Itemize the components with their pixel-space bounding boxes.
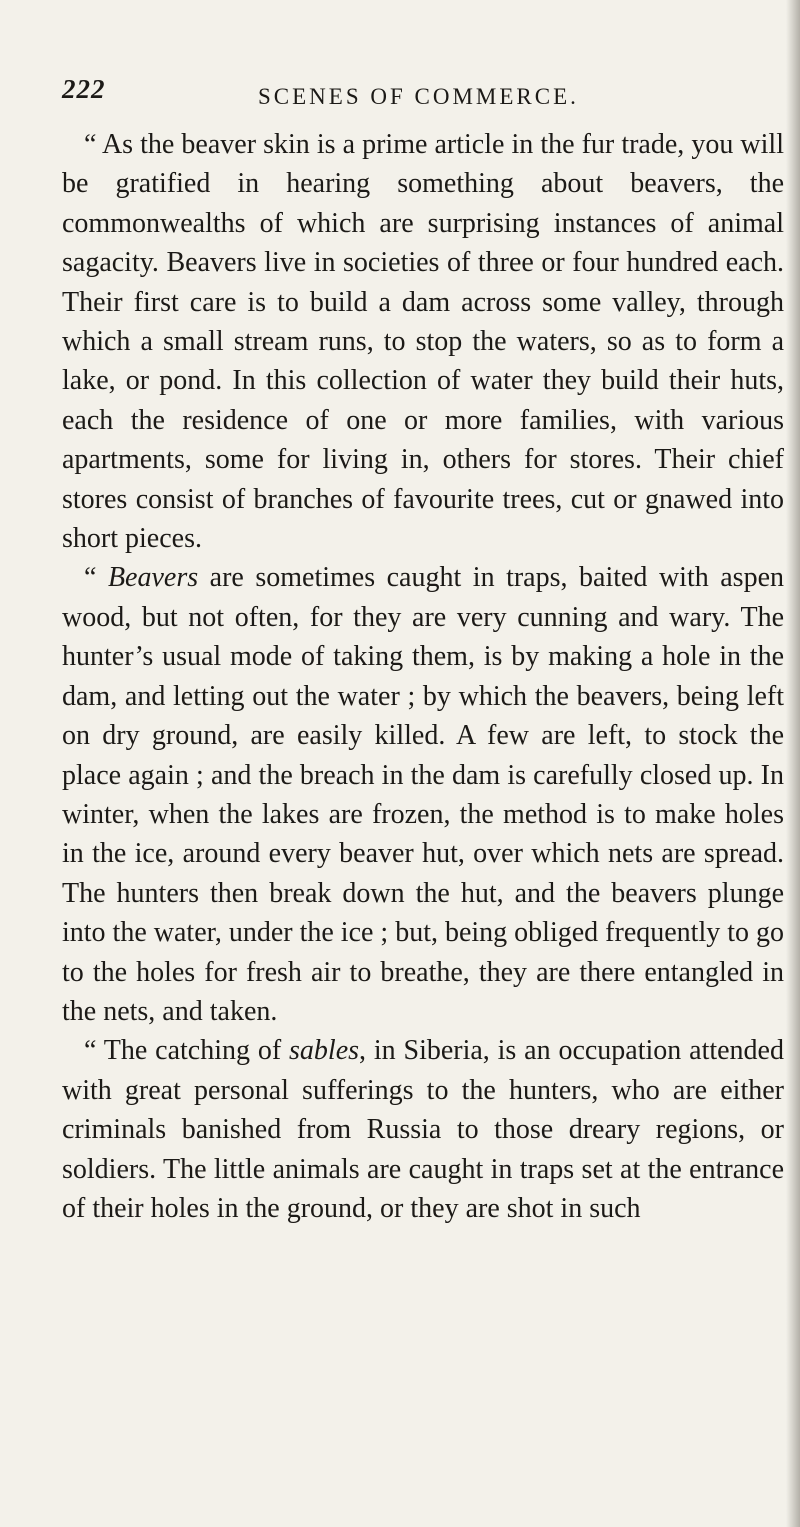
paragraph-beaver-skin: [62, 125, 784, 558]
page-number: 222: [62, 74, 106, 104]
page-header: [62, 70, 760, 116]
italic-term-beavers: Beavers: [107, 562, 199, 594]
text-segment: “ As the beaver skin is a prime article in the fur trade, you will be gratified in hearing something about beavers, the commonwealths of which are surprising instances of animal sagacity. Beavers live in societies of three or four hundred each. Their first care is to build a dam across some valley, through which a small stream runs, to stop the waters, so as to form a lake, or pond. In this collection of water they build their huts, each the residence of one or more families, with various apartments, some for living in, others for stores. Their chief stores consist of branches of favourite trees, cut or gnawed into short pieces.: [62, 129, 784, 555]
paragraph-beaver-trapping: [62, 558, 784, 1031]
paragraph-sables: [62, 1031, 784, 1228]
text-segment: , in Siberia, is an occupation attended with great personal sufferings to the hunters, who are either criminals banished from Russia to those dreary regions, or soldiers. The little animals are caught in traps set at the entrance of their holes in the ground, or they are shot in such: [62, 1035, 784, 1224]
italic-term-sables: sables: [289, 1035, 360, 1067]
text-segment: “: [84, 562, 108, 594]
body-text: [62, 125, 784, 1228]
text-segment: are sometimes caught in traps, baited with aspen wood, but not often, for they are very cunning and wary. The hunter’s usual mode of taking them, is by making a hole in the dam, and letting out the water ; by which the beavers, being left on dry ground, are easily killed. A few are left, to stock the place again ; and the breach in the dam is carefully closed up. In winter, when the lakes are frozen, the method is to make holes in the ice, around every beaver hut, over which nets are spread. The hunters then break down the hut, and the beavers plunge into the water, under the ice ; but, being obliged frequently to go to the holes for fresh air to breathe, they are there entangled in the nets, and taken.: [62, 562, 785, 1027]
running-head: SCENES OF COMMERCE.: [258, 84, 579, 109]
text-segment: “ The catching of: [84, 1035, 290, 1067]
page-edge-shadow: [786, 0, 800, 1527]
